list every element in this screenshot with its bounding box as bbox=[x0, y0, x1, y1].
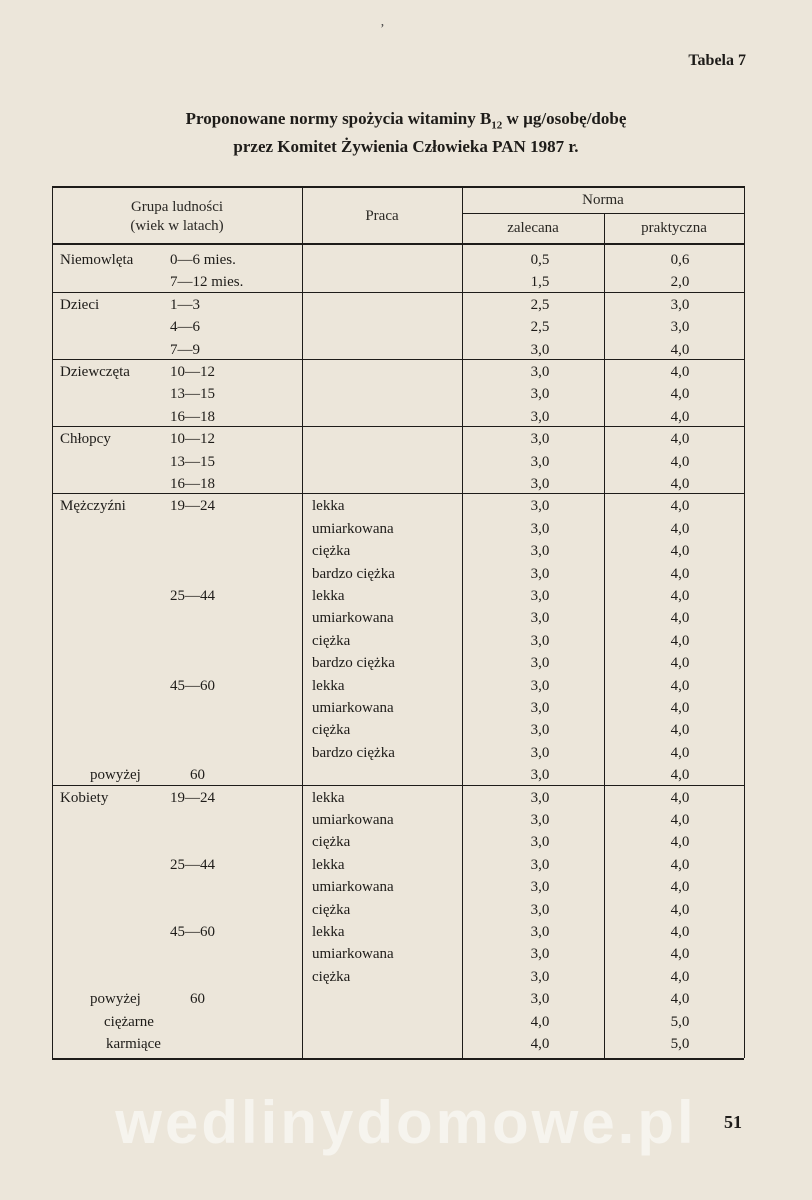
age-cell: 10—12 bbox=[170, 431, 215, 448]
recommended-value: 3,0 bbox=[530, 722, 550, 739]
recommended-value: 3,0 bbox=[530, 520, 550, 537]
practical-value: 2,0 bbox=[670, 274, 690, 291]
practical-value: 4,0 bbox=[670, 610, 690, 627]
recommended-value: 3,0 bbox=[530, 901, 550, 918]
group-divider-rule bbox=[52, 426, 744, 427]
recommended-value: 3,0 bbox=[530, 543, 550, 560]
age-cell: 19—24 bbox=[170, 498, 215, 515]
practical-value: 4,0 bbox=[670, 744, 690, 761]
practical-value: 0,6 bbox=[670, 252, 690, 268]
work-cell: lekka bbox=[312, 789, 345, 806]
practical-value: 4,0 bbox=[670, 789, 690, 806]
recommended-value: 3,0 bbox=[530, 700, 550, 716]
practical-value: 5,0 bbox=[670, 1036, 690, 1052]
practical-value: 4,0 bbox=[670, 655, 690, 672]
work-cell: lekka bbox=[312, 588, 345, 604]
practical-value: 4,0 bbox=[670, 364, 690, 380]
recommended-value: 3,0 bbox=[530, 610, 550, 627]
practical-value: 4,0 bbox=[670, 565, 690, 582]
work-cell: umiarkowana bbox=[312, 610, 394, 627]
work-cell: bardzo ciężka bbox=[312, 655, 395, 672]
work-cell: ciężka bbox=[312, 968, 351, 985]
practical-value: 4,0 bbox=[670, 431, 690, 448]
recommended-value: 3,0 bbox=[530, 565, 550, 582]
practical-value: 4,0 bbox=[670, 968, 690, 985]
header-bottom-rule bbox=[52, 243, 744, 245]
ink-speck: ʼ bbox=[380, 22, 385, 37]
title-line-1: Proponowane normy spożycia witaminy $B_{12}$ w µg/osobę/dobę bbox=[185, 109, 627, 132]
work-cell: lekka bbox=[312, 498, 345, 515]
column-header-work: Praca bbox=[365, 208, 399, 224]
practical-value: 4,0 bbox=[670, 834, 690, 851]
column-header-norm: Norma bbox=[582, 192, 624, 208]
recommended-value: 3,0 bbox=[530, 744, 550, 761]
group-cell: Chłopcy bbox=[60, 431, 111, 448]
recommended-value: 3,0 bbox=[530, 677, 550, 694]
recommended-value: 3,0 bbox=[530, 632, 550, 649]
practical-value: 4,0 bbox=[670, 520, 690, 537]
work-cell: umiarkowana bbox=[312, 520, 394, 537]
recommended-value: 3,0 bbox=[530, 408, 550, 425]
work-cell: lekka bbox=[312, 856, 345, 873]
column-header-practical: praktyczna bbox=[641, 220, 707, 236]
work-cell: ciężka bbox=[312, 722, 351, 739]
practical-value: 4,0 bbox=[670, 453, 690, 470]
age-cell: 7—12 mies. bbox=[170, 274, 244, 291]
practical-value: 4,0 bbox=[670, 700, 690, 716]
recommended-value: 0,5 bbox=[530, 252, 550, 268]
group-cell: karmiące bbox=[106, 1036, 161, 1052]
watermark: wedlinydomowe.pl bbox=[115, 1089, 697, 1156]
recommended-value: 3,0 bbox=[530, 386, 550, 403]
practical-value: 4,0 bbox=[670, 856, 690, 873]
age-cell: 13—15 bbox=[170, 453, 215, 470]
age-cell: 7—9 bbox=[170, 341, 200, 358]
age-cell: 4—6 bbox=[170, 319, 200, 336]
recommended-value: 2,5 bbox=[530, 296, 550, 313]
practical-value: 4,0 bbox=[670, 408, 690, 425]
age-cell: 10—12 bbox=[170, 364, 215, 380]
practical-value: 4,0 bbox=[670, 767, 690, 784]
recommended-value: 3,0 bbox=[530, 767, 550, 784]
practical-value: 4,0 bbox=[670, 341, 690, 358]
work-column-rule bbox=[302, 186, 303, 1058]
practical-value: 3,0 bbox=[670, 319, 690, 336]
work-cell: umiarkowana bbox=[312, 700, 394, 716]
work-cell: ciężka bbox=[312, 901, 351, 918]
recommended-value: 3,0 bbox=[530, 924, 550, 940]
age-cell: 16—18 bbox=[170, 476, 215, 492]
work-cell: umiarkowana bbox=[312, 812, 394, 828]
age-cell: 45—60 bbox=[170, 924, 215, 940]
recommended-value: 3,0 bbox=[530, 812, 550, 828]
column-header-recommended: zalecana bbox=[507, 220, 559, 236]
practical-value: 4,0 bbox=[670, 386, 690, 403]
practical-column-rule bbox=[604, 213, 605, 1058]
practical-value: 4,0 bbox=[670, 946, 690, 963]
group-cell: Dzieci bbox=[60, 296, 100, 313]
recommended-value: 4,0 bbox=[530, 1013, 550, 1030]
age-cell: 0—6 mies. bbox=[170, 252, 236, 268]
group-cell: Kobiety bbox=[60, 789, 109, 806]
age-cell: 25—44 bbox=[170, 588, 215, 604]
recommended-value: 3,0 bbox=[530, 991, 550, 1008]
group-divider-rule bbox=[52, 493, 744, 494]
practical-value: 4,0 bbox=[670, 879, 690, 896]
age-cell: 60 bbox=[190, 991, 205, 1008]
age-cell: 1—3 bbox=[170, 296, 200, 313]
recommended-value: 3,0 bbox=[530, 879, 550, 896]
recommended-value: 3,0 bbox=[530, 431, 550, 448]
column-header-group: Grupa ludności (wiek w latach) bbox=[130, 199, 224, 234]
work-cell: ciężka bbox=[312, 632, 351, 649]
practical-value: 4,0 bbox=[670, 588, 690, 604]
recommended-value: 3,0 bbox=[530, 655, 550, 672]
practical-value: 4,0 bbox=[670, 924, 690, 940]
norm-subheader-rule bbox=[462, 213, 744, 214]
recommended-value: 3,0 bbox=[530, 946, 550, 963]
recommended-value: 3,0 bbox=[530, 856, 550, 873]
table-right-border bbox=[744, 186, 745, 1058]
table-title bbox=[0, 108, 812, 158]
work-cell: ciężka bbox=[312, 834, 351, 851]
recommended-value: 3,0 bbox=[530, 498, 550, 515]
practical-value: 4,0 bbox=[670, 677, 690, 694]
norm-column-rule bbox=[462, 186, 463, 1058]
table-bottom-border bbox=[52, 1058, 744, 1060]
table-label: Tabela 7 bbox=[688, 52, 746, 69]
group-divider-rule bbox=[52, 785, 744, 786]
group-cell: Dziewczęta bbox=[60, 364, 130, 380]
recommended-value: 3,0 bbox=[530, 453, 550, 470]
age-cell: 60 bbox=[190, 767, 205, 784]
recommended-value: 3,0 bbox=[530, 476, 550, 492]
group-cell: Mężczyźni bbox=[60, 498, 126, 515]
recommended-value: 1,5 bbox=[530, 274, 550, 291]
practical-value: 4,0 bbox=[670, 543, 690, 560]
practical-value: 4,0 bbox=[670, 901, 690, 918]
age-cell: 45—60 bbox=[170, 677, 215, 694]
work-cell: bardzo ciężka bbox=[312, 744, 395, 761]
title-line-2: przez Komitet Żywienia Człowieka PAN 1987 r. bbox=[233, 137, 579, 157]
recommended-value: 3,0 bbox=[530, 789, 550, 806]
practical-value: 4,0 bbox=[670, 476, 690, 492]
work-cell: bardzo ciężka bbox=[312, 565, 395, 582]
recommended-value: 3,0 bbox=[530, 968, 550, 985]
practical-value: 5,0 bbox=[670, 1013, 690, 1030]
work-cell: lekka bbox=[312, 924, 345, 940]
recommended-value: 3,0 bbox=[530, 588, 550, 604]
age-cell: 16—18 bbox=[170, 408, 215, 425]
work-cell: lekka bbox=[312, 677, 345, 694]
practical-value: 4,0 bbox=[670, 991, 690, 1008]
recommended-value: 2,5 bbox=[530, 319, 550, 336]
practical-value: 4,0 bbox=[670, 722, 690, 739]
table-left-border bbox=[52, 186, 53, 1058]
age-cell: 13—15 bbox=[170, 386, 215, 403]
age-cell: 25—44 bbox=[170, 856, 215, 873]
recommended-value: 3,0 bbox=[530, 341, 550, 358]
group-cell: powyżej bbox=[90, 767, 141, 784]
group-cell: ciężarne bbox=[104, 1013, 154, 1030]
practical-value: 4,0 bbox=[670, 812, 690, 828]
group-cell: Niemowlęta bbox=[60, 252, 134, 268]
recommended-value: 3,0 bbox=[530, 364, 550, 380]
work-cell: ciężka bbox=[312, 543, 351, 560]
recommended-value: 4,0 bbox=[530, 1036, 550, 1052]
page-number: 51 bbox=[724, 1112, 742, 1132]
age-cell: 19—24 bbox=[170, 789, 215, 806]
work-cell: umiarkowana bbox=[312, 879, 394, 896]
practical-value: 4,0 bbox=[670, 498, 690, 515]
group-divider-rule bbox=[52, 292, 744, 293]
recommended-value: 3,0 bbox=[530, 834, 550, 851]
practical-value: 3,0 bbox=[670, 296, 690, 313]
group-divider-rule bbox=[52, 359, 744, 360]
group-cell: powyżej bbox=[90, 991, 141, 1008]
table-top-border bbox=[52, 186, 744, 188]
practical-value: 4,0 bbox=[670, 632, 690, 649]
work-cell: umiarkowana bbox=[312, 946, 394, 963]
